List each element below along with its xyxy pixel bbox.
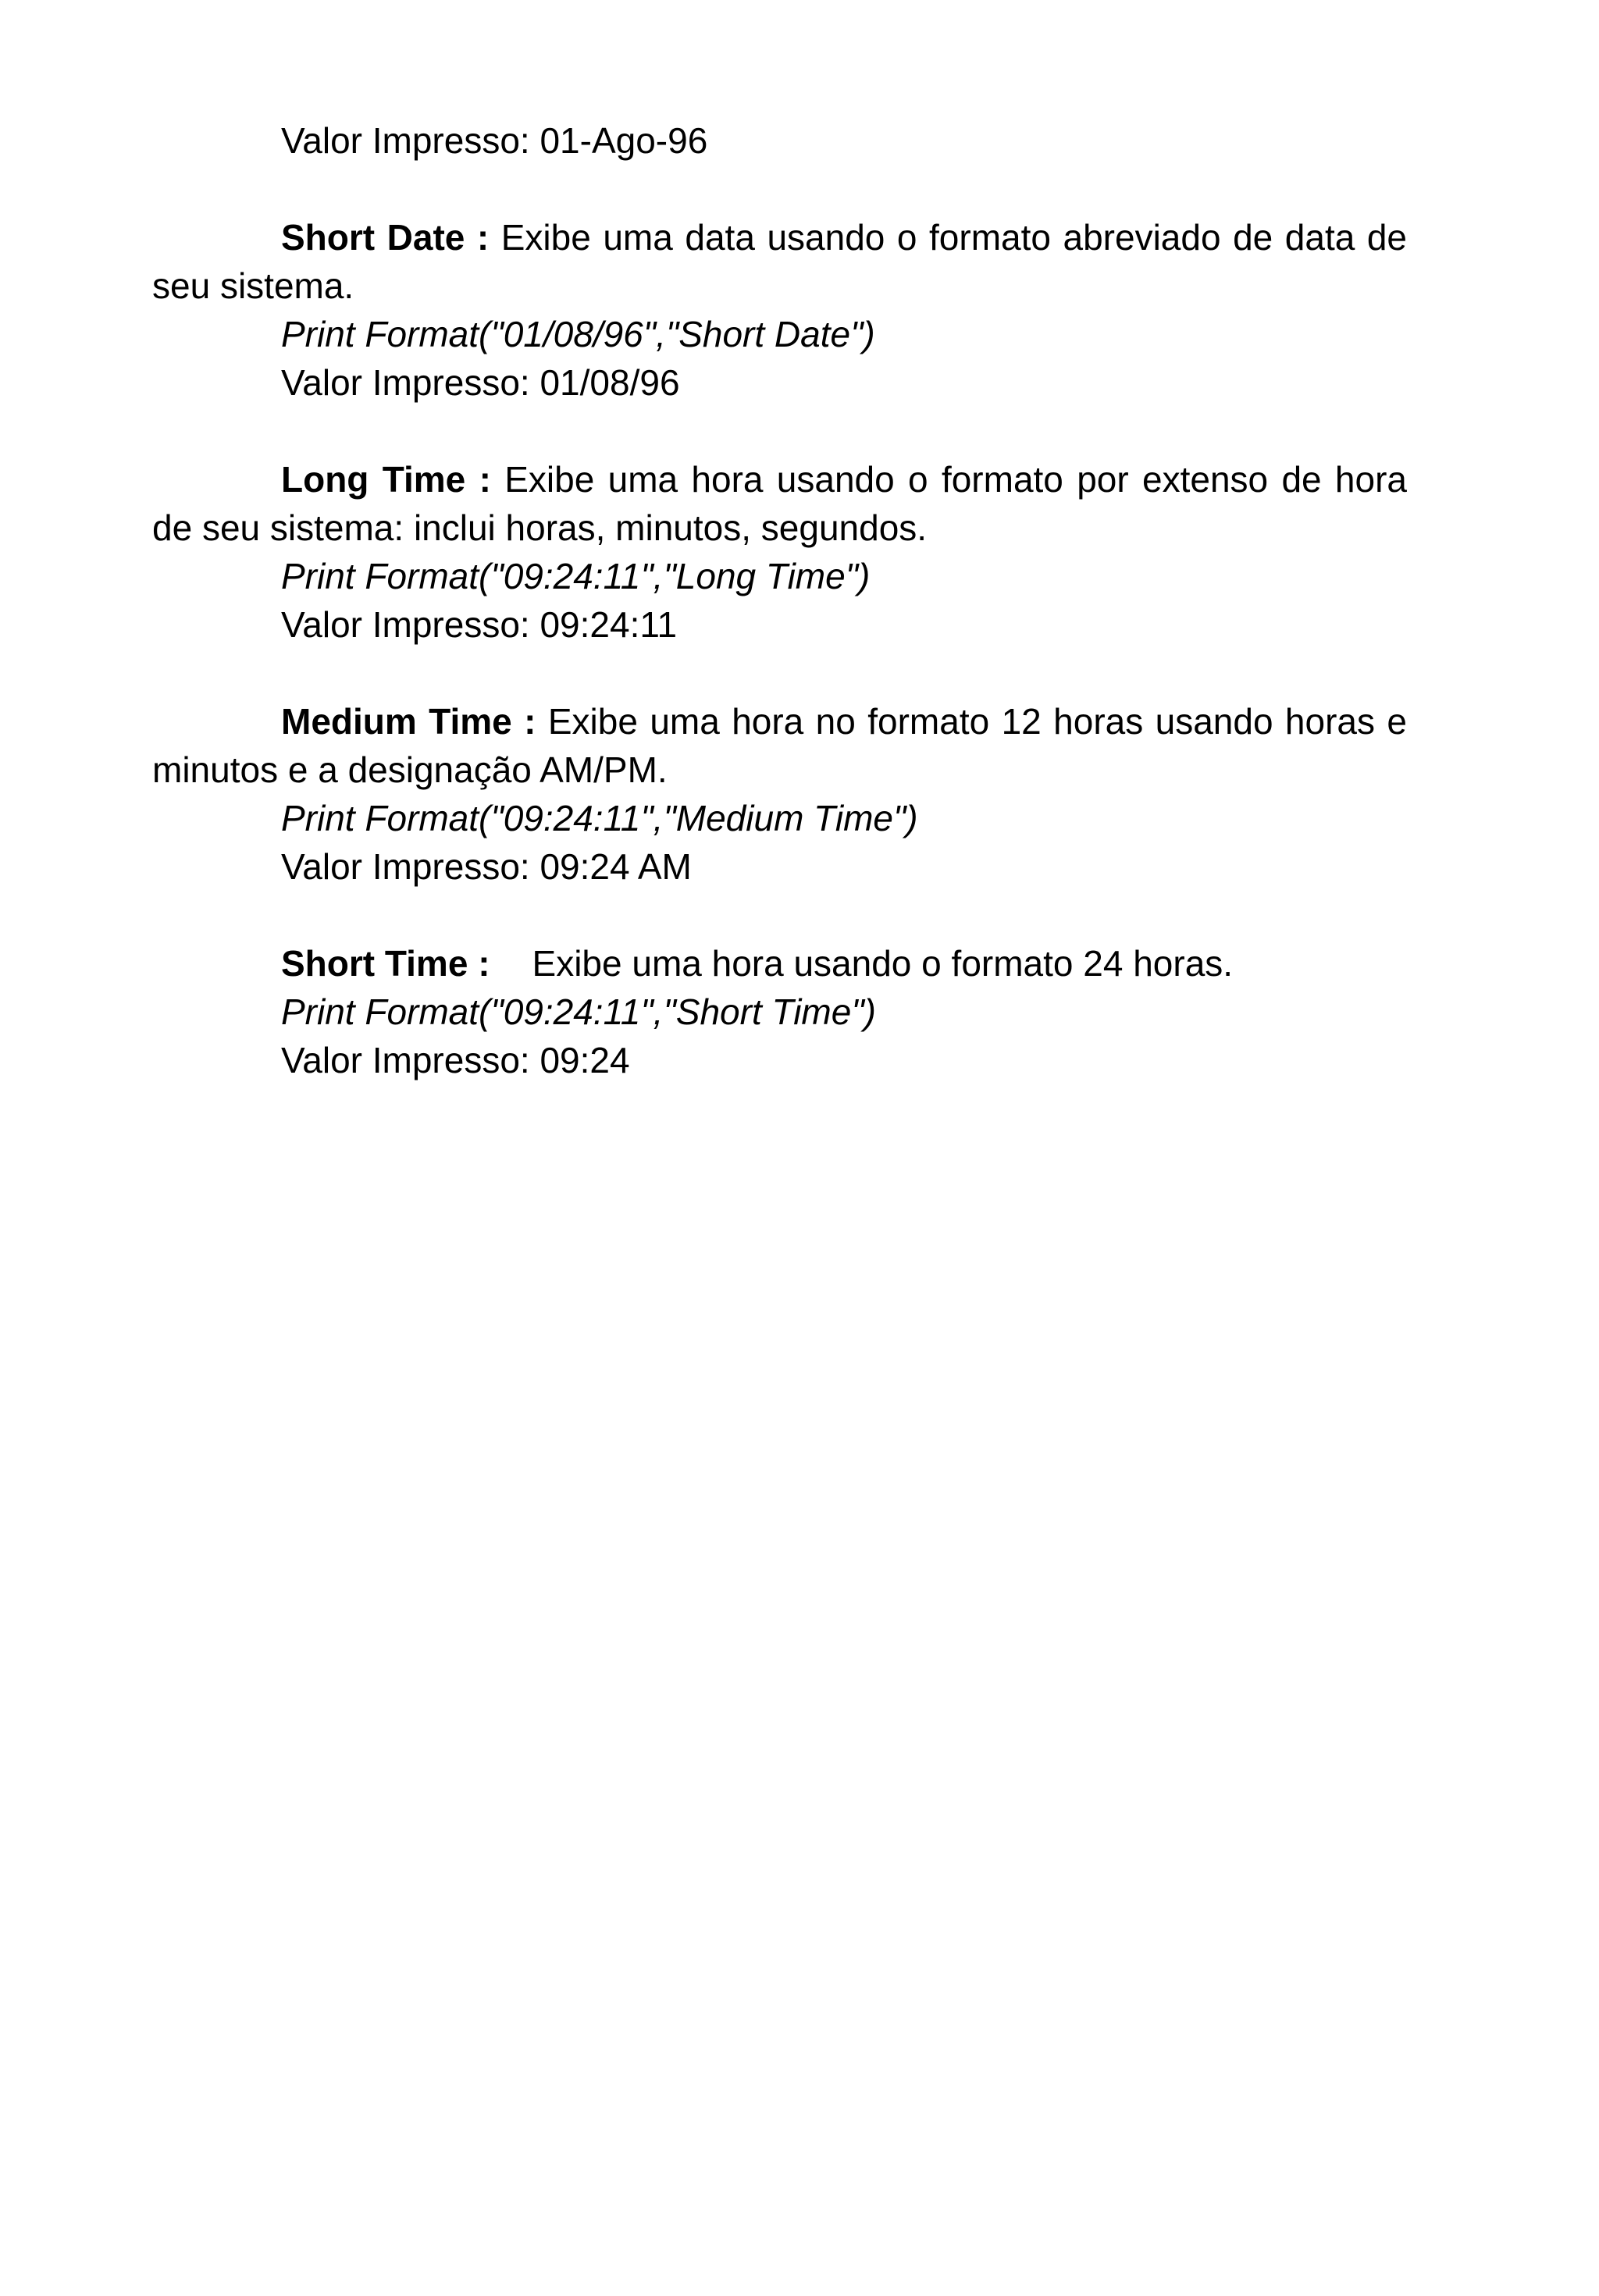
short-date-code-example: Print Format("01/08/96","Short Date") <box>281 314 875 354</box>
medium-time-valor-impresso: Valor Impresso: 09:24 AM <box>281 846 692 887</box>
long-time-description-1: Exibe uma hora usando o formato por extenso de hora <box>504 459 1407 500</box>
long-time-description-2: de seu sistema: inclui horas, minutos, segundos. <box>152 507 928 548</box>
short-time-code-example: Print Format("09:24:11","Short Time") <box>281 991 876 1032</box>
short-date-term: Short Date : <box>281 217 490 258</box>
long-time-definition-line <box>281 455 1407 504</box>
short-time-term: Short Time : <box>281 943 490 984</box>
long-time-valor-impresso: Valor Impresso: 09:24:11 <box>281 604 678 645</box>
short-date-description-2: seu sistema. <box>152 265 354 306</box>
short-date-description-1: Exibe uma data usando o formato abreviado de data de <box>500 217 1408 258</box>
long-time-code-example: Print Format("09:24:11","Long Time") <box>281 556 871 596</box>
short-time-definition-line <box>281 939 1233 988</box>
medium-time-description-1: Exibe uma hora no formato 12 horas usando horas e <box>547 701 1407 742</box>
long-time-term: Long Time : <box>281 459 491 500</box>
short-time-description: Exibe uma hora usando o formato 24 horas. <box>532 943 1234 984</box>
medium-time-definition-line <box>281 697 1407 746</box>
medium-time-term: Medium Time : <box>281 701 536 742</box>
short-date-valor-impresso: Valor Impresso: 01/08/96 <box>281 362 680 403</box>
medium-time-code-example: Print Format("09:24:11","Medium Time") <box>281 798 918 838</box>
short-time-valor-impresso: Valor Impresso: 09:24 <box>281 1040 630 1080</box>
short-date-definition-line <box>281 213 1407 262</box>
valor-impresso-long-date: Valor Impresso: 01-Ago-96 <box>281 120 708 161</box>
medium-time-description-2: minutos e a designação AM/PM. <box>152 749 668 790</box>
